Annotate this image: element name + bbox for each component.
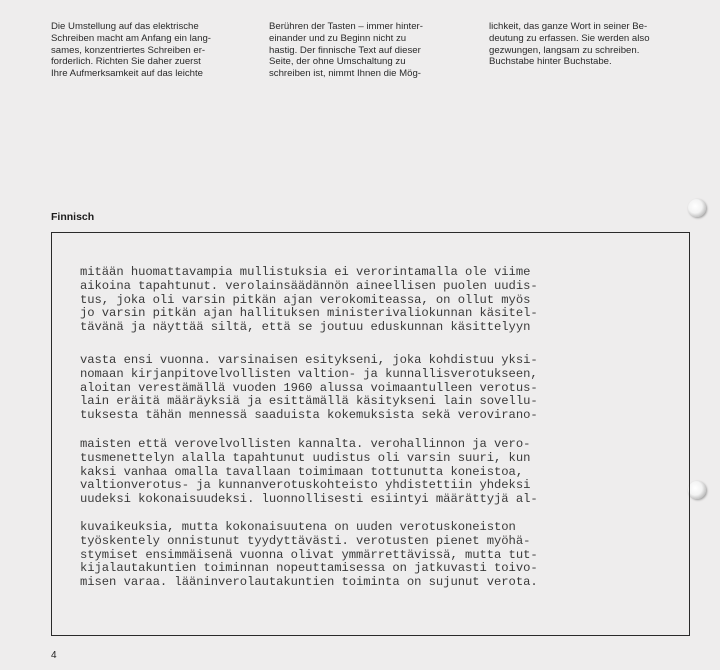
typed-paragraph-1 [80,266,670,335]
punch-hole [688,481,706,499]
typed-line: tävänä ja näyttää siltä, että se joutuu eduskunnan käsittelyyn [80,320,531,335]
typed-line: nomaan kirjanpitovelvollisten valtion- ja kunnallisverotukseen, [80,366,538,381]
typed-line: mitään huomattavampia mullistuksia ei verorintamalla ole viime [80,265,531,279]
typed-line: misen varaa. lääninverolautakuntien toiminta on sujunut verota. [80,575,538,590]
typed-paragraph-4 [80,521,670,590]
typed-line: valtionverotus- ja kunnanverotuskohteisto yhdistettiin yhdeksi [80,478,531,493]
page-number: 4 [51,650,57,661]
intro-line: lichkeit, das ganze Wort in seiner Be- [489,21,648,32]
intro-line: einander und zu Beginn nicht zu [269,32,407,44]
typed-line: kuvaikeuksia, mutta kokonaisuutena on uuden verotuskoneiston [80,520,516,534]
intro-column-2 [269,21,469,80]
intro-line: gezwungen, langsam zu schreiben. [489,44,640,56]
intro-line: schreiben ist, nimmt Ihnen die Mög- [269,68,421,80]
typed-line: stymiset ensimmäisenä vuonna olivat ymmärrettävissä, mutta tut- [80,547,538,562]
intro-column-1 [51,21,251,80]
typed-line: kijalautakuntien toiminnan nopeuttamisessa on jatkuvasti toivo- [80,561,538,576]
punch-hole [688,199,706,217]
intro-line: forderlich. Richten Sie daher zuerst [51,56,201,68]
typed-line: tuksesta tähän mennessä saaduista kokemuksista sekä verovirano- [80,408,538,423]
typed-line: työskentely onnistunut tyydyttävästi. verotusten pienet myöhä- [80,533,531,548]
typed-line: lain eräitä määräyksiä ja esittämällä käsitykseni lain sovellu- [80,394,538,409]
intro-line: Die Umstellung auf das elektrische [51,21,199,32]
typed-line: tus, joka oli varsin pitkän ajan verokomiteassa, on ollut myös [80,292,531,307]
typed-line: maisten että verovelvollisten kannalta. verohallinnon ja vero- [80,437,531,451]
intro-column-3 [489,21,689,68]
intro-line: Seite, der ohne Umschaltung zu [269,56,406,68]
typed-line: tusmenettelyn alalla tapahtunut uudistus oli varsin suuri, kun [80,450,531,465]
intro-line: sames, konzentriertes Schreiben er- [51,44,206,56]
intro-line: deutung zu erfassen. Sie werden also [489,32,650,44]
typed-paragraph-3 [80,438,670,507]
section-title: Finnisch [51,211,95,223]
typed-line: kaksi vanhaa omalla tavallaan toimimaan tottunutta koneistoa, [80,464,524,479]
intro-line: Berühren der Tasten – immer hinter- [269,21,423,32]
intro-line: hastig. Der finnische Text auf dieser [269,44,421,56]
typed-paragraph-2 [80,354,670,423]
intro-line: Schreiben macht am Anfang ein lang- [51,32,211,44]
typed-line: aikoina tapahtunut. verolainsäädännön aineellisen puolen uudis- [80,278,538,293]
typed-line: uudeksi kokonaisuudeksi. luonnollisesti esiintyi määrättyjä al- [80,492,538,507]
intro-line: Buchstabe hinter Buchstabe. [489,56,612,68]
typed-line: vasta ensi vuonna. varsinaisen esitykseni, joka kohdistuu yksi- [80,353,538,367]
typed-line: aloitan verestämällä vuoden 1960 alussa voimaantulleen verotus- [80,380,538,395]
typed-line: jo varsin pitkän ajan hallituksen ministerivaliokunnan käsitel- [80,306,538,321]
intro-line: Ihre Aufmerksamkeit auf das leichte [51,68,203,80]
